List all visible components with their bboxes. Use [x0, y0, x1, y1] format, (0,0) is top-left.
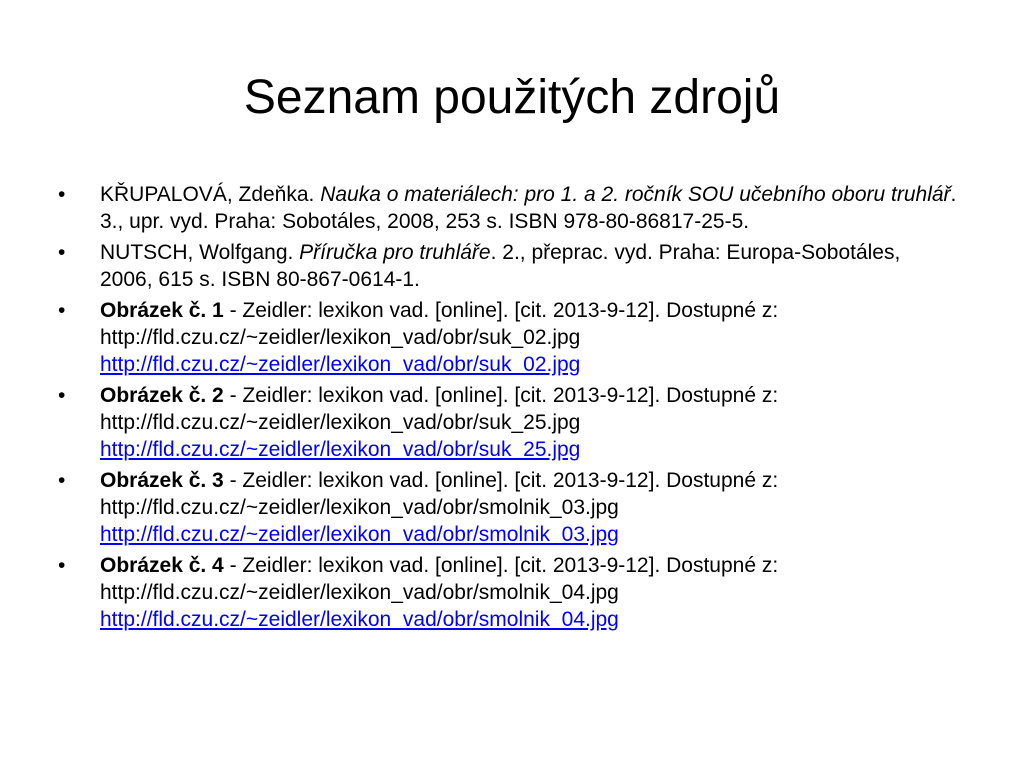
reference-list	[58, 181, 958, 637]
bullet-icon: •	[58, 384, 66, 407]
slide-title: Seznam použitých zdrojů	[243, 71, 781, 124]
reference-work-title: Příručka pro truhláře	[299, 241, 491, 264]
reference-details: . 3., upr. vyd. Praha: Sobotáles, 2008, 253 s. ISBN 978-80-86817-25-5.	[100, 183, 957, 233]
figure-url-text: http://fld.czu.cz/~zeidler/lexikon_vad/obr/smolnik_03.jpg	[100, 496, 619, 519]
figure-url-link[interactable]: http://fld.czu.cz/~zeidler/lexikon_vad/obr/suk_02.jpg	[100, 353, 581, 376]
figure-source-text: - Zeidler: lexikon vad. [online]. [cit. 2013-9-12]. Dostupné z:	[223, 469, 779, 492]
figure-url-link[interactable]: http://fld.czu.cz/~zeidler/lexikon_vad/obr/smolnik_04.jpg	[100, 608, 619, 631]
figure-url-link[interactable]: http://fld.czu.cz/~zeidler/lexikon_vad/obr/smolnik_03.jpg	[100, 523, 619, 546]
reference-work-title: Nauka o materiálech: pro 1. a 2. ročník SOU učebního oboru truhlář	[320, 183, 951, 206]
figure-url-link[interactable]: http://fld.czu.cz/~zeidler/lexikon_vad/obr/suk_25.jpg	[100, 438, 581, 461]
bullet-icon: •	[58, 241, 66, 264]
figure-source-item-1	[58, 297, 958, 378]
bullet-icon: •	[58, 299, 66, 322]
figure-source-item-3	[58, 467, 958, 548]
bullet-icon: •	[58, 183, 66, 206]
figure-label: Obrázek č. 1	[100, 299, 224, 322]
reference-item-2	[58, 239, 958, 293]
figure-url-text: http://fld.czu.cz/~zeidler/lexikon_vad/obr/suk_02.jpg	[100, 326, 581, 349]
figure-url-text: http://fld.czu.cz/~zeidler/lexikon_vad/obr/suk_25.jpg	[100, 411, 581, 434]
reference-author: NUTSCH, Wolfgang.	[100, 241, 300, 264]
figure-url-text: http://fld.czu.cz/~zeidler/lexikon_vad/obr/smolnik_04.jpg	[100, 581, 619, 604]
figure-source-text: - Zeidler: lexikon vad. [online]. [cit. 2013-9-12]. Dostupné z:	[223, 299, 779, 322]
reference-item-1	[58, 181, 958, 235]
figure-source-text: - Zeidler: lexikon vad. [online]. [cit. 2013-9-12]. Dostupné z:	[223, 384, 779, 407]
figure-label: Obrázek č. 3	[100, 469, 224, 492]
reference-details: . 2., přeprac. vyd. Praha: Europa-Sobotáles, 2006, 615 s. ISBN 80-867-0614-1.	[100, 241, 901, 291]
bullet-icon: •	[58, 554, 66, 577]
reference-author: KŘUPALOVÁ, Zdeňka.	[100, 183, 321, 206]
figure-label: Obrázek č. 2	[100, 384, 224, 407]
figure-label: Obrázek č. 4	[100, 554, 224, 577]
bullet-icon: •	[58, 469, 66, 492]
figure-source-text: - Zeidler: lexikon vad. [online]. [cit. 2013-9-12]. Dostupné z:	[223, 554, 779, 577]
figure-source-item-4	[58, 552, 958, 633]
figure-source-item-2	[58, 382, 958, 463]
